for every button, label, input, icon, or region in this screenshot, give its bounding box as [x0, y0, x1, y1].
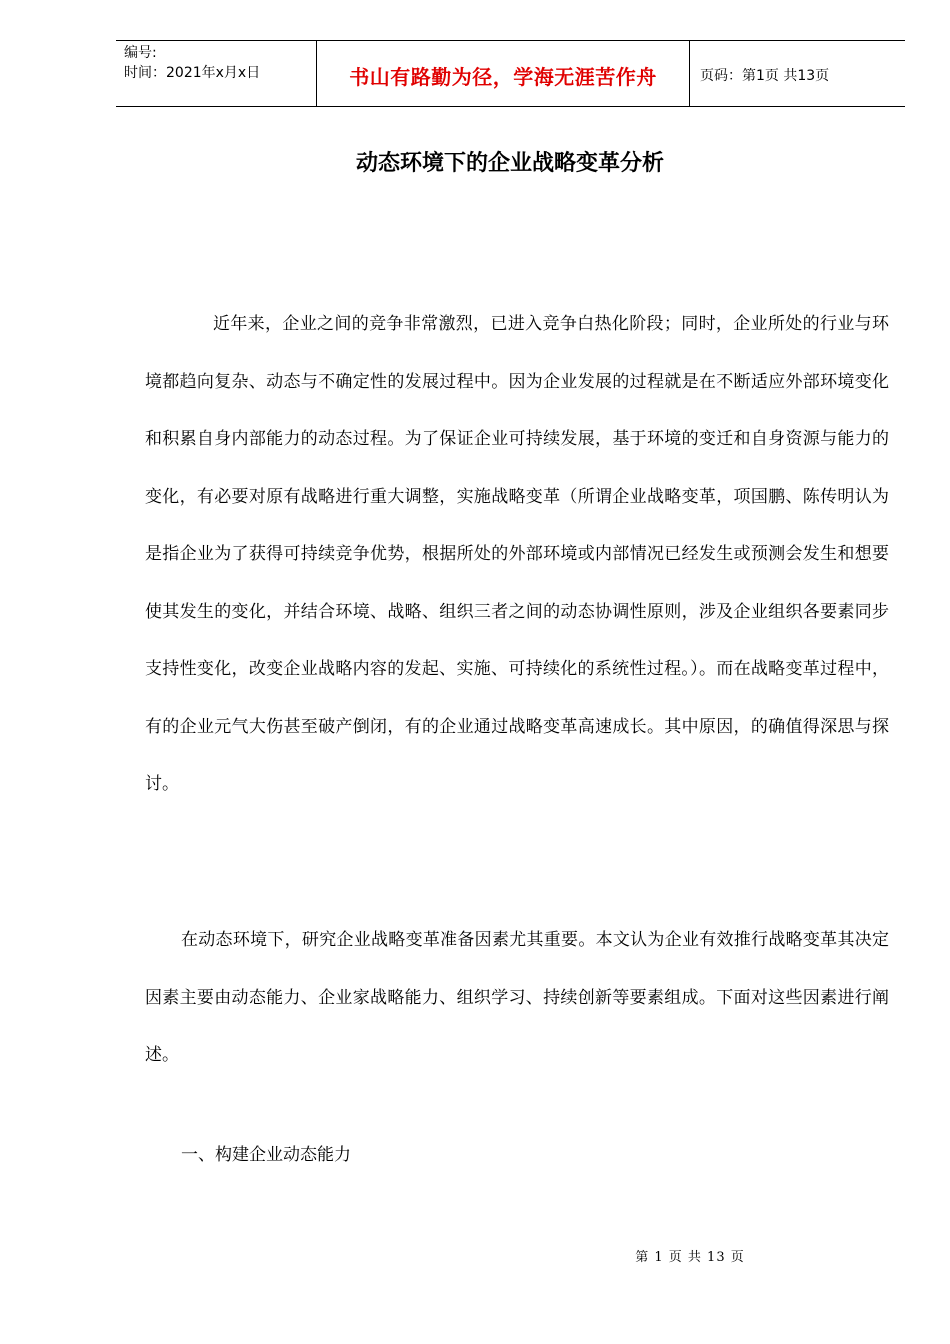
- header-page-info: 页码：第1页 共13页: [700, 67, 830, 84]
- header-page-cell: [690, 41, 905, 106]
- paragraph-factors: 在动态环境下，研究企业战略变革准备因素尤其重要。本文认为企业有效推行战略变革其决定因素主要由动态能力、企业家战略能力、组织学习、持续创新等要素组成。下面对这些因素进行阐述。: [145, 930, 889, 1065]
- section-heading: 一、构建企业动态能力: [181, 1145, 351, 1165]
- header-motto-cell: [316, 41, 690, 106]
- time-label: 时间：2021年x月x日: [124, 65, 261, 81]
- paragraph-intro: 近年来，企业之间的竞争非常激烈，已进入竞争白热化阶段；同时，企业所处的行业与环境都趋向复杂、动态与不确定性的发展过程中。因为企业发展的过程就是在不断适应外部环境变化和积累自身内部能力的动态过程。为了保证企业可持续发展，基于环境的变迁和自身资源与能力的变化，有必要对原有战略进行重大调整，实施战略变革（所谓企业战略变革，项国鹏、陈传明认为是指企业为了获得可持续竞争优势，根据所处的外部环境或内部情况已经发生或预测会发生和想要使其发生的变化，并结合环境、战略、组织三者之间的动态协调性原则，涉及企业组织各要素同步支持性变化，改变企业战略内容的发起、实施、可持续化的系统性过程。）。而在战略变革过程中，有的企业元气大伤甚至破产倒闭，有的企业通过战略变革高速成长。其中原因，的确值得深思与探讨。: [145, 314, 889, 794]
- page-header: [116, 40, 905, 107]
- page-footer: 第 1 页 共 13 页: [635, 1250, 745, 1265]
- header-left-cell: [116, 41, 316, 106]
- motto-text: 书山有路勤为径，学海无涯苦作舟: [349, 65, 657, 89]
- serial-number-label: 编号:: [124, 45, 157, 61]
- document-title: 动态环境下的企业战略变革分析: [355, 150, 664, 176]
